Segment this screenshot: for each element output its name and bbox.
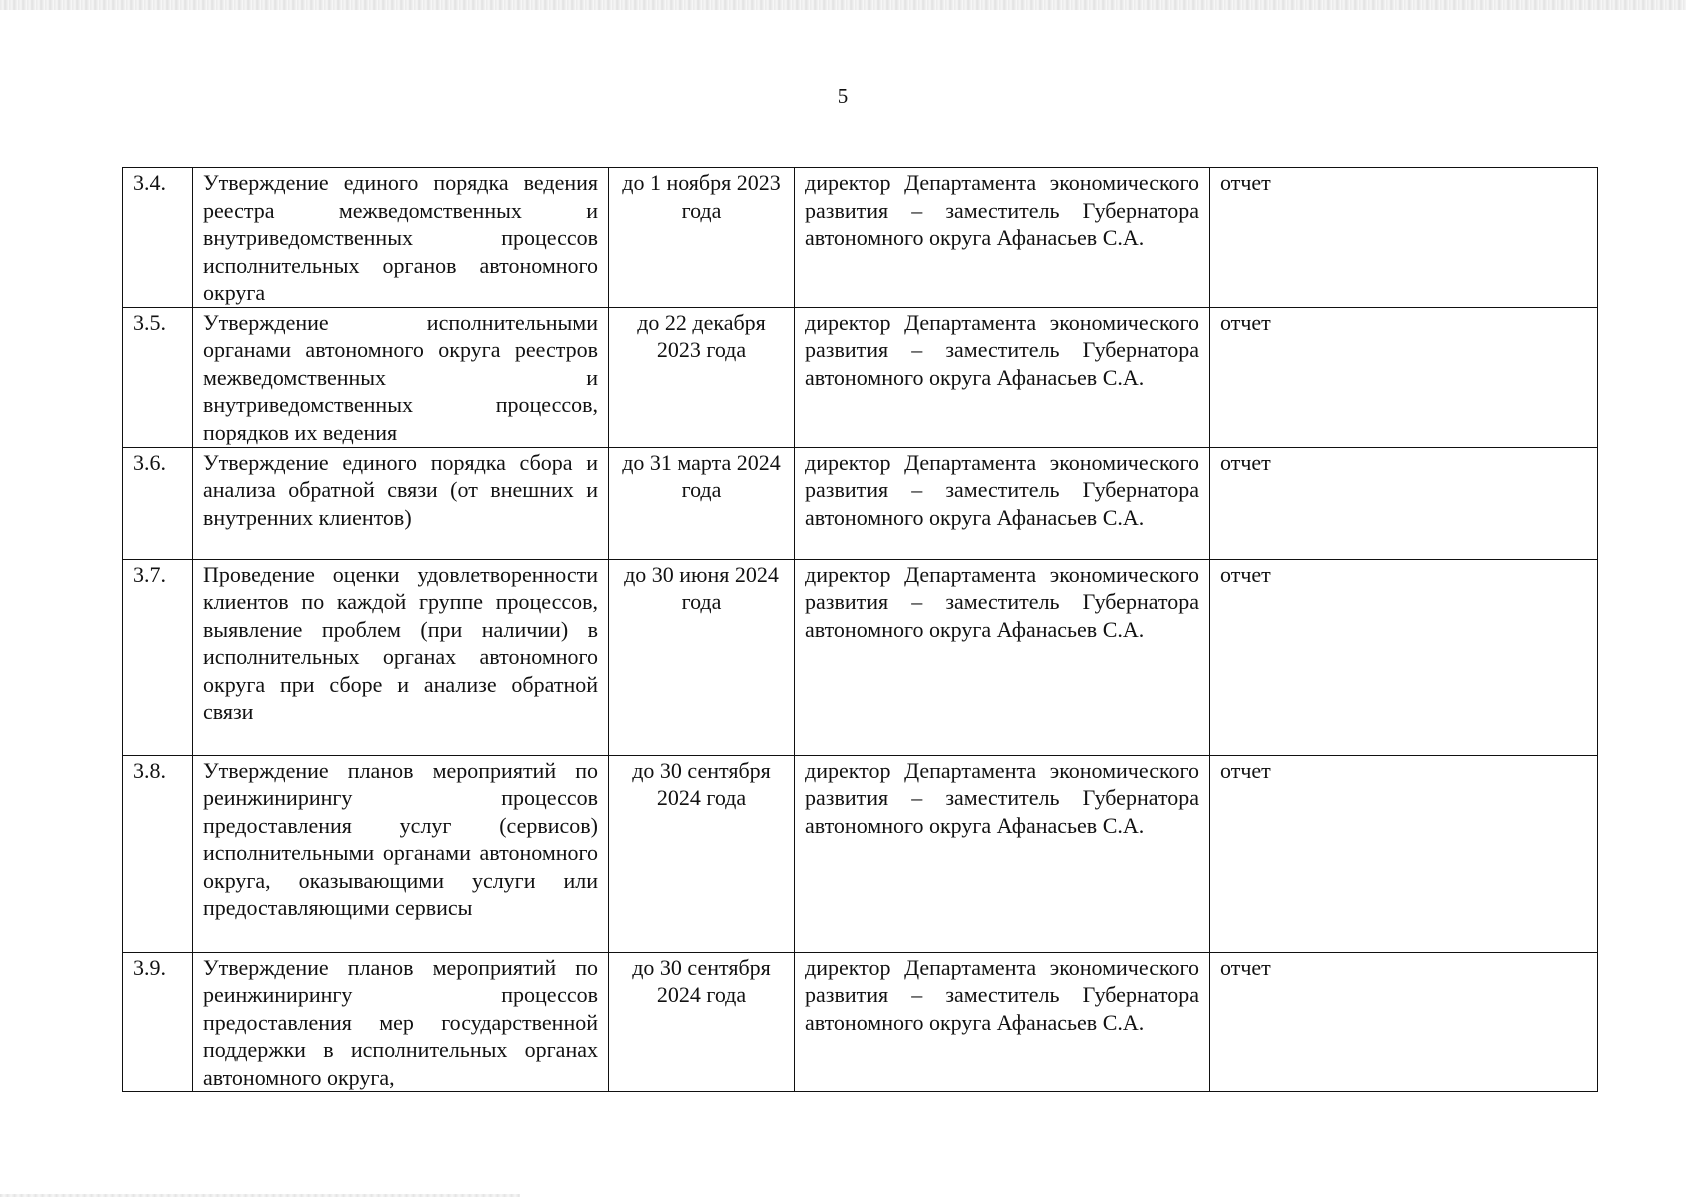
item-name: Утверждение планов мероприятий по реинжинирингу процессов предоставления мер государственной поддержки в исполнительных органах автономного округа,: [193, 952, 609, 1092]
item-deadline: до 30 сентября 2024 года: [609, 952, 795, 1092]
item-deadline: до 30 июня 2024 года: [609, 559, 795, 755]
scan-edge-bottom: [0, 1194, 520, 1197]
item-deadline: до 31 марта 2024 года: [609, 447, 795, 559]
item-name: Утверждение планов мероприятий по реинжинирингу процессов предоставления услуг (сервисов) исполнительными органами автономного округа, оказывающими услуги или предоставляющими сервисы: [193, 755, 609, 952]
item-number: 3.8.: [123, 755, 193, 952]
item-responsible: директор Департамента экономического развития – заместитель Губернатора автономного округа Афанасьев С.А.: [795, 168, 1210, 308]
table-row: [123, 168, 1598, 308]
table-row: [123, 307, 1598, 447]
item-deadline: до 1 ноября 2023 года: [609, 168, 795, 308]
table-row: [123, 952, 1598, 1092]
item-responsible: директор Департамента экономического развития – заместитель Губернатора автономного округа Афанасьев С.А.: [795, 952, 1210, 1092]
item-number: 3.4.: [123, 168, 193, 308]
item-result: отчет: [1210, 168, 1598, 308]
item-result: отчет: [1210, 952, 1598, 1092]
item-deadline: до 22 декабря 2023 года: [609, 307, 795, 447]
table-row: [123, 447, 1598, 559]
item-deadline: до 30 сентября 2024 года: [609, 755, 795, 952]
scan-edge-top: [0, 0, 1686, 10]
item-number: 3.9.: [123, 952, 193, 1092]
item-responsible: директор Департамента экономического развития – заместитель Губернатора автономного округа Афанасьев С.А.: [795, 307, 1210, 447]
table-row: [123, 755, 1598, 952]
item-number: 3.5.: [123, 307, 193, 447]
item-result: отчет: [1210, 755, 1598, 952]
item-name: Утверждение единого порядка ведения реестра межведомственных и внутриведомственных процессов исполнительных органов автономного округа: [193, 168, 609, 308]
action-plan-table: [122, 167, 1598, 1092]
item-result: отчет: [1210, 447, 1598, 559]
item-name: Проведение оценки удовлетворенности клиентов по каждой группе процессов, выявление проблем (при наличии) в исполнительных органах автономного округа при сборе и анализе обратной связи: [193, 559, 609, 755]
item-number: 3.7.: [123, 559, 193, 755]
item-number: 3.6.: [123, 447, 193, 559]
item-responsible: директор Департамента экономического развития – заместитель Губернатора автономного округа Афанасьев С.А.: [795, 447, 1210, 559]
item-result: отчет: [1210, 307, 1598, 447]
item-responsible: директор Департамента экономического развития – заместитель Губернатора автономного округа Афанасьев С.А.: [795, 559, 1210, 755]
item-name: Утверждение исполнительными органами автономного округа реестров межведомственных и внутриведомственных процессов, порядков их ведения: [193, 307, 609, 447]
item-name: Утверждение единого порядка сбора и анализа обратной связи (от внешних и внутренних клиентов): [193, 447, 609, 559]
page-number: 5: [837, 84, 849, 108]
item-result: отчет: [1210, 559, 1598, 755]
table-row: [123, 559, 1598, 755]
item-responsible: директор Департамента экономического развития – заместитель Губернатора автономного округа Афанасьев С.А.: [795, 755, 1210, 952]
